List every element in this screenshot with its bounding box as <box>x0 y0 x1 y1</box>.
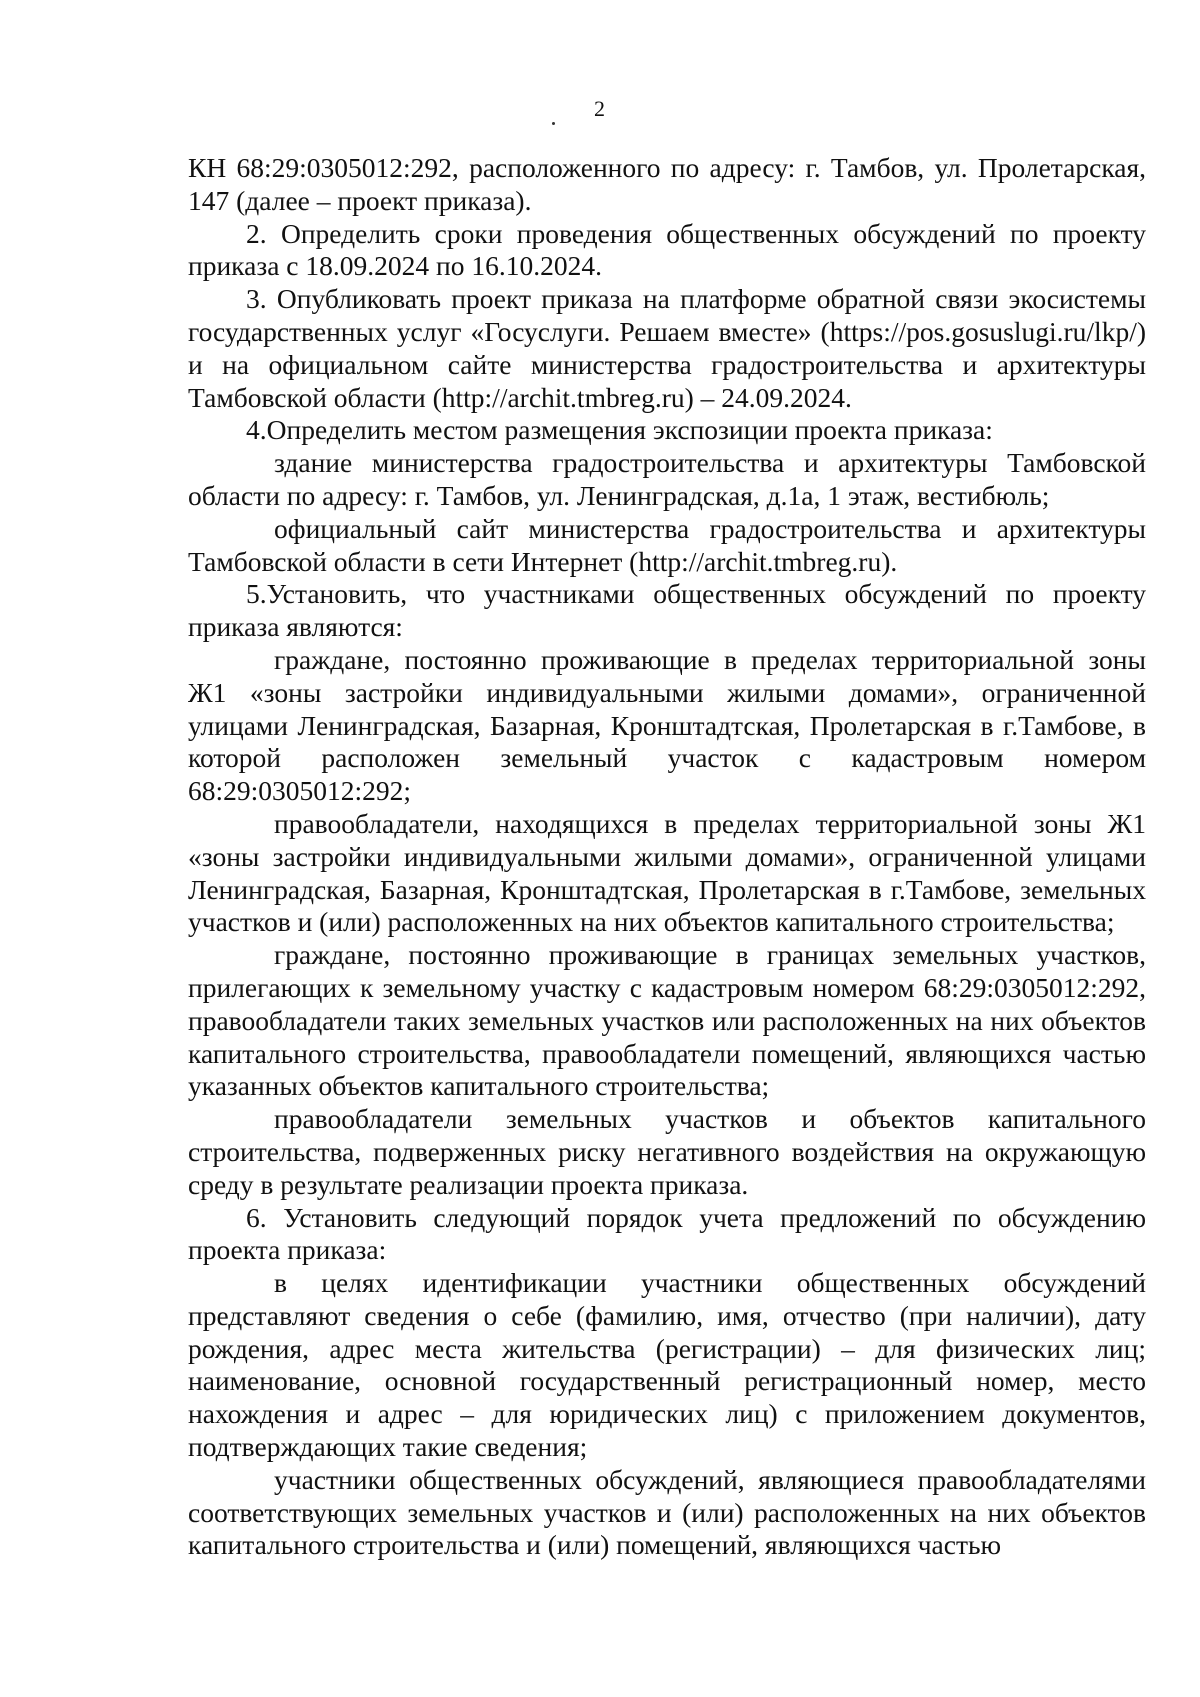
paragraph-item-6: 6. Установить следующий порядок учета предложений по обсуждению проекта приказа: <box>188 1201 1146 1266</box>
document-body <box>188 152 1146 1562</box>
scan-speck <box>552 122 555 125</box>
paragraph-participants-adjacent: граждане, постоянно проживающие в границах земельных участков, прилегающих к земельному участку с кадастровым номером 68:29:0305012:292, правообладатели таких земельных участков или расположенных на них объектов капитального строительства, правообладатели помещений, являющихся частью указанных объектов капитального строительства; <box>188 939 1146 1102</box>
paragraph-participants-residents: граждане, постоянно проживающие в пределах территориальной зоны Ж1 «зоны застройки индивидуальными жилыми домами», ограниченной улицами Ленинградская, Базарная, Кронштадтская, Пролетарская в г.Тамбове, в которой расположен земельный участок с кадастровым номером 68:29:0305012:292; <box>188 643 1146 807</box>
paragraph-exposition-website: официальный сайт министерства градостроительства и архитектуры Тамбовской области в сети Интернет (http://archit.tmbreg.ru). <box>188 512 1146 577</box>
paragraph-item-2: 2. Определить сроки проведения общественных обсуждений по проекту приказа с 18.09.2024 по 16.10.2024. <box>188 217 1146 282</box>
paragraph-rightholder-participants: участники общественных обсуждений, являющиеся правообладателями соответствующих земельных участков и (или) расположенных на них объектов капитального строительства и (или) помещений, являющихся частью <box>188 1463 1146 1561</box>
page-number: 2 <box>594 96 606 121</box>
paragraph-exposition-building: здание министерства градостроительства и архитектуры Тамбовской области по адресу: г. Тамбов, ул. Ленинградская, д.1а, 1 этаж, вестибюль; <box>188 447 1146 511</box>
paragraph-participants-rightholders: правообладатели, находящихся в пределах территориальной зоны Ж1 «зоны застройки индивидуальными жилыми домами», ограниченной улицами Ленинградская, Базарная, Кронштадтская, Пролетарская в г.Тамбове, земельных участков и (или) расположенных на них объектов капитального строительства; <box>188 807 1146 938</box>
paragraph-address-continuation: КН 68:29:0305012:292, расположенного по адресу: г. Тамбов, ул. Пролетарская, 147 (далее – проект приказа). <box>188 152 1146 216</box>
paragraph-item-4: 4.Определить местом размещения экспозиции проекта приказа: <box>246 414 993 446</box>
paragraph-identification: в целях идентификации участники общественных обсуждений представляют сведения о себе (фамилию, имя, отчество (при наличии), дату рождения, адрес места жительства (регистрации) – для физических лиц; наименование, основной государственный регистрационный номер, место нахождения и адрес – для юридических лиц) с приложением документов, подтверждающих такие сведения; <box>188 1267 1146 1463</box>
paragraph-item-5: 5.Установить, что участниками общественных обсуждений по проекту приказа являются: <box>188 578 1146 643</box>
paragraph-participants-impact: правообладатели земельных участков и объектов капитального строительства, подверженных риску негативного воздействия на окружающую среду в результате реализации проекта приказа. <box>188 1103 1146 1200</box>
paragraph-item-3: 3. Опубликовать проект приказа на платформе обратной связи экосистемы государственных услуг «Госуслуги. Решаем вместе» (https://pos.gosuslugi.ru/lkp/) и на официальном сайте министерства градостроительства и архитектуры Тамбовской области (http://archit.tmbreg.ru) – 24.09.2024. <box>188 283 1146 413</box>
